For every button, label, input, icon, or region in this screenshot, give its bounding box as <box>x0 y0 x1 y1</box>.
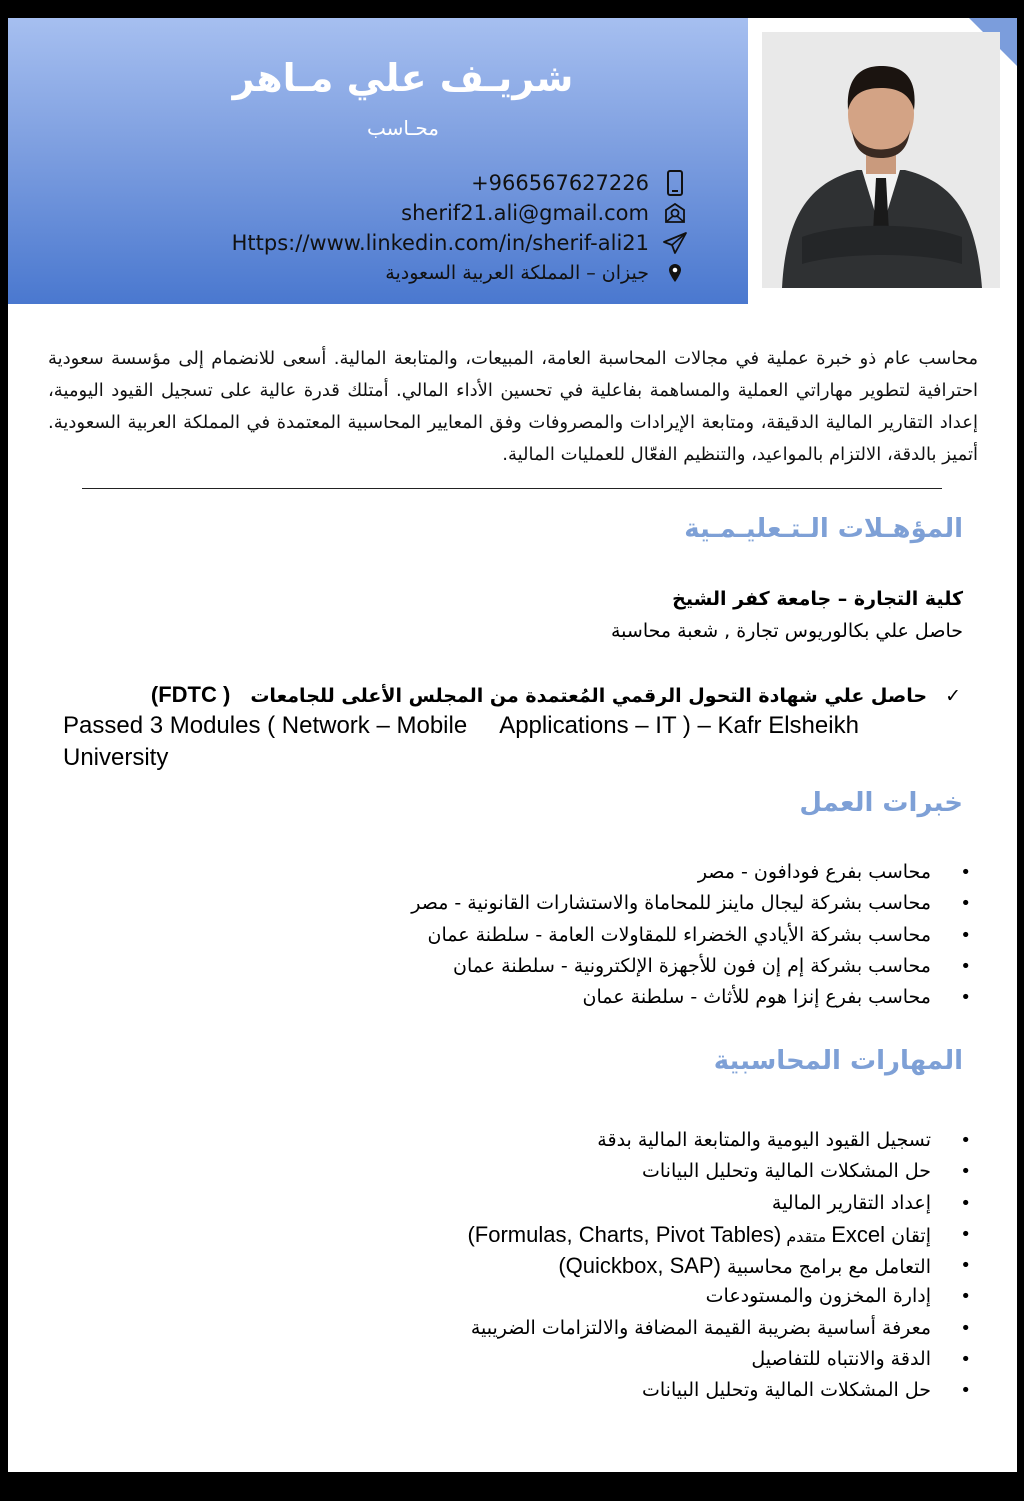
experience-item: • محاسب بشركة إم إن فون للأجهزة الإلكترونية - سلطنة عمان <box>131 951 931 982</box>
skill-item-software <box>131 1250 931 1281</box>
excel-word: Excel <box>831 1221 886 1247</box>
experience-item: • محاسب بفرع إنزا هوم للأثاث - سلطنة عمان <box>131 982 931 1013</box>
certificate-line <box>151 682 961 708</box>
excel-features: (Formulas, Charts, Pivot Tables) <box>467 1221 782 1247</box>
excel-prefix: إتقان <box>885 1224 931 1247</box>
skills-list <box>131 1125 931 1407</box>
skill-item: • حل المشكلات المالية وتحليل البيانات <box>131 1375 931 1406</box>
modules-passed: Passed 3 Modules ( Network – Mobile Applications – IT ) – Kafr Elsheikh University <box>63 712 866 771</box>
email-address[interactable]: sherif21.ali@gmail.com <box>401 201 649 225</box>
certificate-text: حاصل علي شهادة التحول الرقمي المُعتمدة من المجلس الأعلى للجامعات <box>250 685 928 707</box>
send-icon <box>663 231 687 255</box>
excel-level: متقدم <box>781 1226 832 1246</box>
location-text: جيزان – المملكة العربية السعودية <box>385 262 649 284</box>
contact-info <box>87 168 687 288</box>
candidate-name: شريـف علي مـاهر <box>232 56 574 100</box>
divider-line <box>82 488 942 489</box>
skill-item: • معرفة أساسية بضريبة القيمة المضافة والالتزامات الضريبية <box>131 1313 931 1344</box>
skill-item-excel <box>131 1219 931 1250</box>
email-icon <box>663 201 687 225</box>
skill-item: • إعداد التقارير المالية <box>131 1188 931 1219</box>
phone-row <box>87 168 687 198</box>
linkedin-url[interactable]: Https://www.linkedin.com/in/sherif-ali21 <box>231 231 649 255</box>
education-section-title: المؤهـلات الـتـعليـمـية <box>684 514 963 544</box>
professional-summary: محاسب عام ذو خبرة عملية في مجالات المحاسبة العامة، المبيعات، والمتابعة المالية. أسعى للانضمام إلى مؤسسة سعودية احترافية لتطوير مهاراتي العملية والمساهمة بفاعلية في تحسين الأداء المالي. أمتلك قدرة عالية على تسجيل القيود اليومية، إعداد التقارير المالية الدقيقة، ومتابعة الإيرادات والمصروفات وفق المعايير المحاسبية المعتمدة في المملكة العربية السعودية. أتميز بالدقة، الالتزام بالمواعيد، والتنظيم الفعّال للعمليات المالية. <box>48 348 978 465</box>
software-prefix: التعامل مع برامج محاسبية <box>720 1256 931 1279</box>
checkmark-icon: ✓ <box>945 685 961 707</box>
experience-section-title: خبرات العمل <box>799 788 963 818</box>
software-names: (Quickbox, SAP) <box>558 1253 721 1279</box>
mobile-phone-icon <box>663 171 687 195</box>
profile-photo-frame <box>748 18 1017 304</box>
skill-item: • الدقة والانتباه للتفاصيل <box>131 1344 931 1375</box>
phone-number[interactable]: +966567627226 <box>471 171 649 195</box>
linkedin-row <box>87 228 687 258</box>
location-pin-icon <box>663 261 687 285</box>
experience-list <box>131 857 931 1013</box>
experience-item: • محاسب بشركة الأيادي الخضراء للمقاولات العامة - سلطنة عمان <box>131 920 931 951</box>
skills-section-title: المهارات المحاسبية <box>713 1046 963 1076</box>
skill-item: • حل المشكلات المالية وتحليل البيانات <box>131 1156 931 1187</box>
degree-text: حاصل علي بكالوريوس تجارة , شعبة محاسبة <box>611 620 963 642</box>
experience-item: • محاسب بشركة ليجال ماينز للمحاماة والاستشارات القانونية - مصر <box>131 888 931 919</box>
experience-item: • محاسب بفرع فودافون - مصر <box>131 857 931 888</box>
location-row <box>87 258 687 288</box>
resume-page <box>8 18 1017 1472</box>
skill-item: • إدارة المخزون والمستودعات <box>131 1281 931 1312</box>
college-name: كلية التجارة – جامعة كفر الشيخ <box>672 588 963 610</box>
header-banner <box>8 18 1017 304</box>
job-title: محـاسب <box>367 116 439 140</box>
skill-item: • تسجيل القيود اليومية والمتابعة المالية بدقة <box>131 1125 931 1156</box>
certificate-code: ( FDTC) <box>150 682 231 707</box>
profile-photo <box>762 32 1000 288</box>
email-row <box>87 198 687 228</box>
